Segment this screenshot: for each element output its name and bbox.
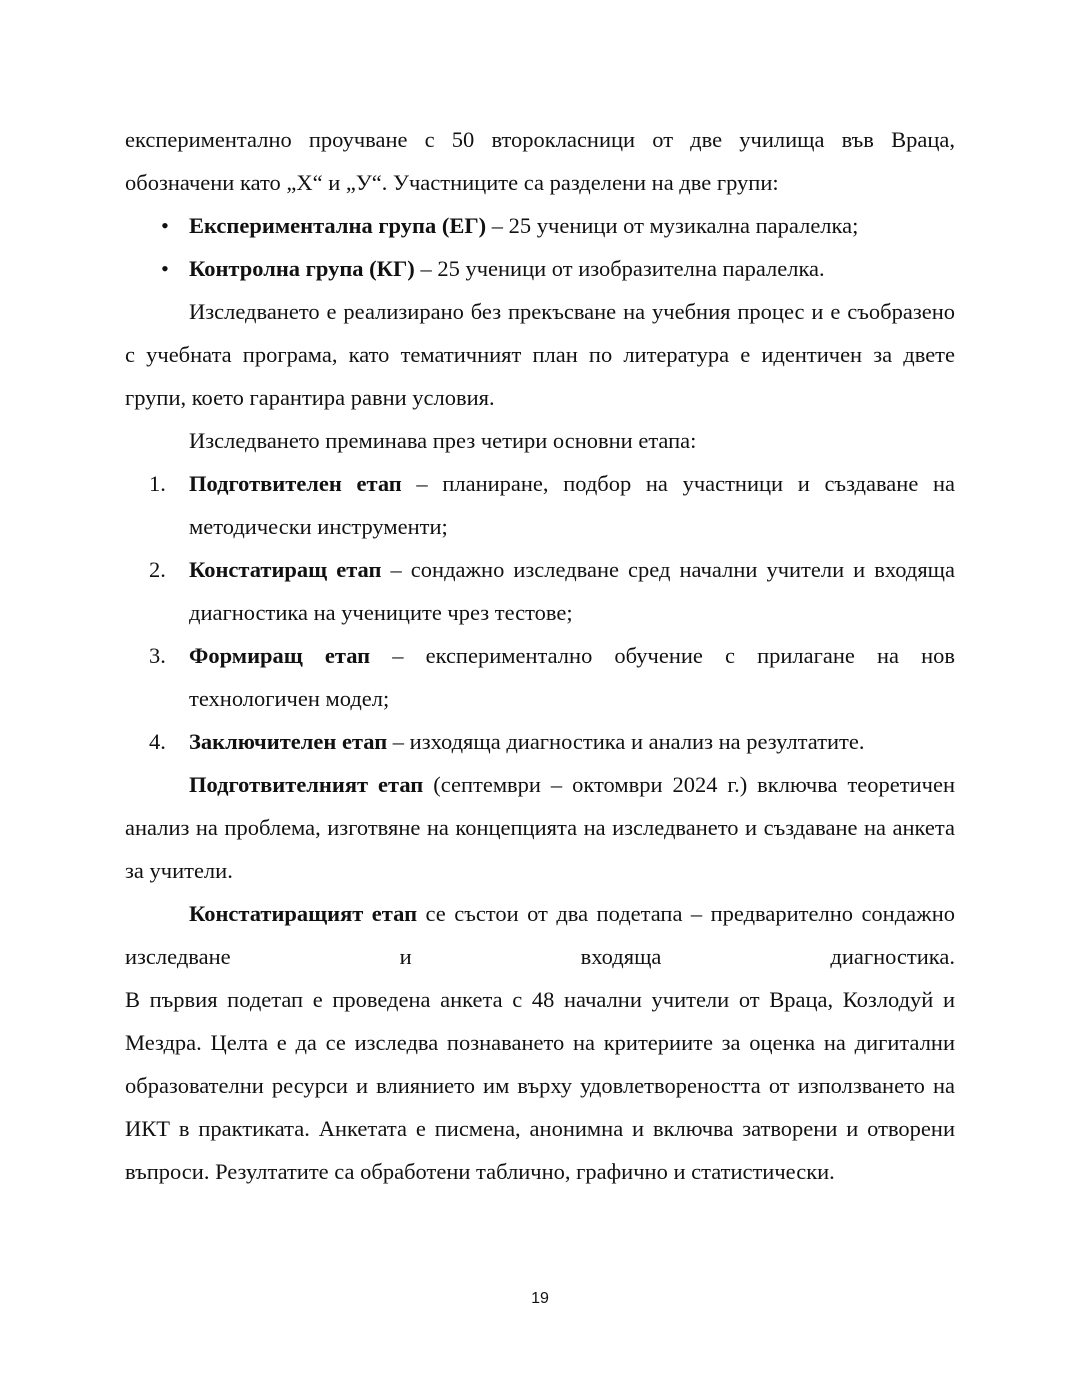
groups-list [125,204,955,290]
bullet-icon: • [161,256,169,281]
list-item [125,462,955,548]
paragraph-lead: Подготвителният етап [189,772,424,797]
stage-name: Заключителен етап [189,729,388,754]
list-item [125,247,955,290]
group-description: – 25 ученици от изобразителна паралелка. [414,256,825,281]
bullet-icon: • [161,213,169,238]
paragraph-body: се състои от два подетапа – предварително сондажно изследване и входяща диагностика. [125,901,955,969]
stage-name: Подготвителен етап [189,471,402,496]
paragraph-ascertaining [125,892,955,978]
list-item [125,548,955,634]
paragraph-preparatory [125,763,955,892]
list-number: 1. [149,471,166,496]
stage-name: Формиращ етап [189,643,371,668]
document-page [125,118,955,1193]
list-item [125,720,955,763]
paragraph-survey: В първия подетап е проведена анкета с 48 начални учители от Враца, Козлодуй и Мездра. Целта е да се изследва познаването на критериите за оценка на дигитални образователни ресурси и влиянието им върху удовлетвореността от използването на ИКТ в практиката. Анкетата е писмена, анонимна и включва затворени и отворени въпроси. Резултатите са обработени таблично, графично и статистически. [125,987,955,1184]
stage-name: Констатиращ етап [189,557,382,582]
paragraph-lead: Констатиращият етап [189,901,418,926]
group-name: Експериментална група (ЕГ) [189,213,487,238]
page-number: 19 [531,1290,549,1307]
paragraph-conditions: Изследването е реализирано без прекъсване на учебния процес и е съобразено с учебната програма, като тематичният план по литература е идентичен за двете групи, което гарантира равни условия. [125,299,955,410]
group-name: Контролна група (КГ) [189,256,415,281]
group-description: – 25 ученици от музикална паралелка; [486,213,859,238]
list-item [125,204,955,247]
list-number: 4. [149,729,166,754]
paragraph-intro: експериментално проучване с 50 второкласници от две училища във Враца, обозначени като „Х“ и „У“. Участниците са разделени на две групи: [125,127,955,195]
stage-description: – планиране, подбор на участници и създаване на методически инструменти; [189,471,955,539]
list-number: 3. [149,643,166,668]
stage-description: – изходяща диагностика и анализ на резултатите. [387,729,865,754]
list-number: 2. [149,557,166,582]
stages-list [125,462,955,763]
paragraph-body: (септември – октомври 2024 г.) включва теоретичен анализ на проблема, изготвяне на концепцията на изследването и създаване на анкета за учители. [125,772,955,883]
paragraph-stages-intro: Изследването преминава през четири основни етапа: [189,428,697,453]
stage-description: – експериментално обучение с прилагане на нов технологичен модел; [189,643,956,711]
stage-description: – сондажно изследване сред начални учители и входяща диагностика на учениците чрез тестове; [189,557,955,625]
list-item [125,634,955,720]
